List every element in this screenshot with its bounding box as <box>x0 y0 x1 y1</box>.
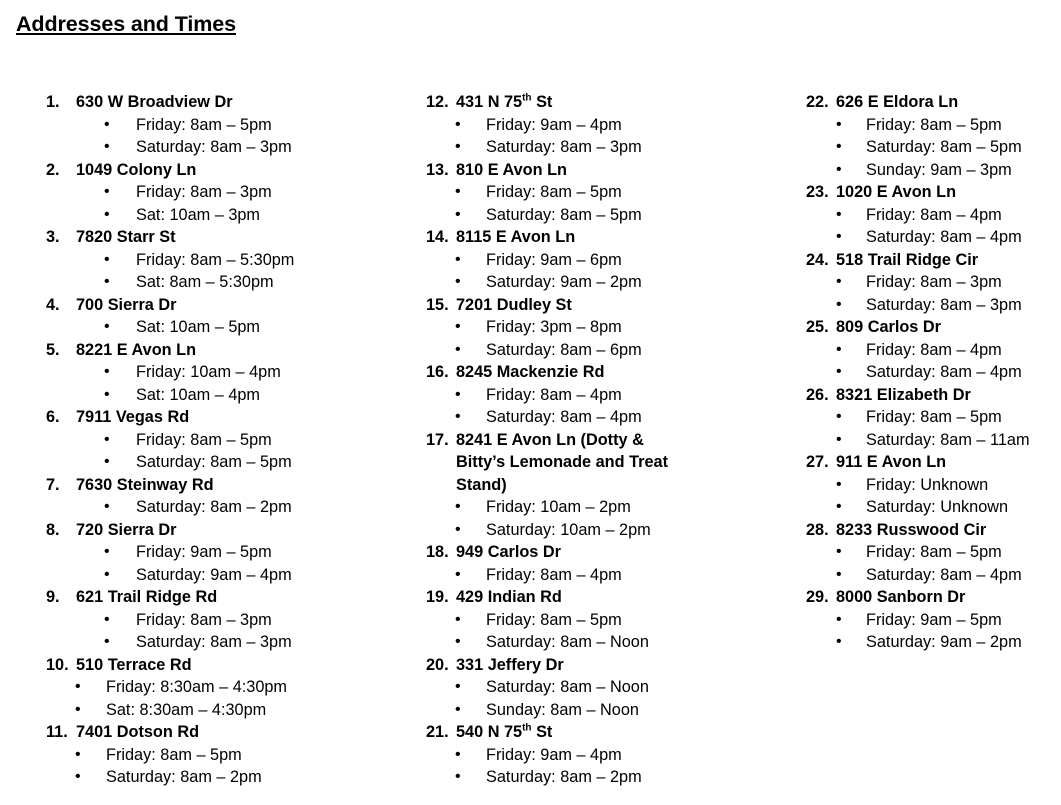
address-heading <box>46 226 406 249</box>
address-entry <box>806 91 1061 181</box>
address-entry <box>46 226 406 294</box>
address-entry <box>426 586 786 654</box>
address-entry <box>46 519 406 587</box>
hours-item: • Saturday: 8am – 4pm <box>426 406 786 429</box>
hours-list <box>426 676 786 721</box>
address-entry <box>46 474 406 519</box>
entry-number: 14. <box>426 228 449 246</box>
address-heading <box>46 339 406 362</box>
hours-item: • Sat: 8am – 5:30pm <box>46 271 406 294</box>
entry-number: 6. <box>46 408 60 426</box>
entry-number: 29. <box>806 588 829 606</box>
address-heading <box>46 519 406 542</box>
address-entry <box>806 451 1061 519</box>
address-entry <box>426 159 786 227</box>
entry-number: 12. <box>426 93 449 111</box>
hours-item: • Friday: 9am – 4pm <box>426 744 786 767</box>
hours-item: • Sat: 10am – 4pm <box>46 384 406 407</box>
hours-item: • Friday: 8am – 5pm <box>46 744 406 767</box>
address-entry <box>806 384 1061 452</box>
hours-list <box>806 114 1061 182</box>
hours-list <box>806 541 1061 586</box>
hours-item: • Saturday: 8am – Noon <box>426 676 786 699</box>
hours-list <box>46 114 406 159</box>
hours-list <box>426 496 786 541</box>
entry-number: 7. <box>46 475 60 494</box>
hours-item: • Saturday: 8am – 4pm <box>806 226 1061 249</box>
hours-item: • Sunday: 8am – Noon <box>426 699 786 722</box>
street-address: 949 Carlos Dr <box>456 543 561 561</box>
hours-item: • Sunday: 9am – 3pm <box>806 159 1061 182</box>
hours-item: • Friday: 8am – 5pm <box>426 181 786 204</box>
hours-item: • Saturday: 8am – 4pm <box>806 361 1061 384</box>
column-2 <box>426 91 786 789</box>
hours-item: • Friday: 9am – 5pm <box>46 541 406 564</box>
hours-list <box>426 114 786 159</box>
hours-item: • Saturday: 8am – 2pm <box>46 766 406 789</box>
document-title: Addresses and Times <box>16 12 236 36</box>
address-entry <box>46 339 406 407</box>
street-address: 8233 Russwood Cir <box>836 520 987 539</box>
street-address: 8221 E Avon Ln <box>76 340 197 359</box>
street-address: 429 Indian Rd <box>456 588 562 606</box>
entry-number: 27. <box>806 453 829 471</box>
address-continuation: Bitty’s Lemonade and Treat <box>456 453 669 471</box>
street-address: 431 N 75 <box>456 93 523 111</box>
hours-item: • Saturday: 8am – 6pm <box>426 339 786 362</box>
street-address: 7630 Steinway Rd <box>76 475 214 494</box>
hours-item: • Saturday: Unknown <box>806 496 1061 519</box>
address-entry <box>426 294 786 362</box>
address-entry <box>426 541 786 586</box>
entry-number: 13. <box>426 160 449 179</box>
hours-list <box>806 474 1061 519</box>
hours-item: • Friday: 8am – 3pm <box>46 181 406 204</box>
hours-item: • Sat: 10am – 3pm <box>46 204 406 227</box>
address-heading <box>46 474 406 497</box>
address-heading <box>806 181 1061 204</box>
hours-list <box>46 676 406 721</box>
street-address: 621 Trail Ridge Rd <box>76 588 218 606</box>
hours-item: • Friday: 8am – 5pm <box>426 609 786 632</box>
entry-number: 10. <box>46 655 69 674</box>
street-address: 7911 Vegas Rd <box>76 408 190 426</box>
hours-item: • Friday: 8am – 5pm <box>806 114 1061 137</box>
hours-list <box>806 609 1061 654</box>
street-address: 810 E Avon Ln <box>456 160 567 179</box>
street-address: 1020 E Avon Ln <box>836 183 957 201</box>
address-entry <box>426 721 786 789</box>
address-heading <box>46 654 406 677</box>
hours-item: • Friday: 8am – 5pm <box>46 114 406 137</box>
entry-number: 25. <box>806 318 829 336</box>
address-entry <box>46 294 406 339</box>
entry-number: 19. <box>426 588 449 606</box>
street-address: 7401 Dotson Rd <box>76 723 200 741</box>
hours-list <box>806 204 1061 249</box>
street-address: 8321 Elizabeth Dr <box>836 385 971 404</box>
address-heading <box>426 91 786 114</box>
entry-number: 28. <box>806 520 829 539</box>
address-heading <box>426 294 786 317</box>
hours-item: • Friday: 8am – 4pm <box>426 384 786 407</box>
street-suffix: St <box>531 723 553 741</box>
ordinal-suffix: th <box>522 722 532 734</box>
street-address: 540 N 75 <box>456 723 523 741</box>
street-address: 7201 Dudley St <box>456 295 572 314</box>
address-heading <box>806 91 1061 114</box>
address-entry <box>46 91 406 159</box>
hours-item: • Friday: 8am – 3pm <box>806 271 1061 294</box>
hours-item: • Saturday: 8am – 11am <box>806 429 1061 452</box>
entry-number: 18. <box>426 543 449 561</box>
entry-number: 1. <box>46 93 60 111</box>
address-heading <box>806 519 1061 542</box>
hours-item: • Friday: 8am – 5pm <box>806 406 1061 429</box>
hours-item: • Saturday: 8am – 4pm <box>806 564 1061 587</box>
entry-number: 24. <box>806 250 829 269</box>
hours-list <box>426 609 786 654</box>
entry-number: 20. <box>426 655 449 674</box>
hours-item: • Saturday: 9am – 4pm <box>46 564 406 587</box>
hours-item: • Saturday: 8am – 3pm <box>46 631 406 654</box>
hours-list <box>426 744 786 789</box>
hours-item: • Friday: 10am – 2pm <box>426 496 786 519</box>
hours-list <box>806 406 1061 451</box>
entry-number: 3. <box>46 228 60 246</box>
hours-item: • Friday: 10am – 4pm <box>46 361 406 384</box>
street-address: 809 Carlos Dr <box>836 318 941 336</box>
address-entry <box>426 91 786 159</box>
address-entry <box>806 316 1061 384</box>
street-address: 700 Sierra Dr <box>76 295 177 314</box>
column-1 <box>46 91 406 789</box>
hours-item: • Sat: 10am – 5pm <box>46 316 406 339</box>
address-entry <box>806 249 1061 317</box>
hours-list <box>46 429 406 474</box>
street-address: 518 Trail Ridge Cir <box>836 250 979 269</box>
entry-number: 8. <box>46 520 60 539</box>
address-heading <box>426 721 786 744</box>
hours-item: • Saturday: 8am – Noon <box>426 631 786 654</box>
hours-item: • Friday: 8am – 3pm <box>46 609 406 632</box>
address-continuation: Stand) <box>456 475 507 494</box>
address-heading <box>426 429 786 452</box>
street-address: 630 W Broadview Dr <box>76 93 233 111</box>
hours-item: • Saturday: 8am – 5pm <box>806 136 1061 159</box>
hours-list <box>46 361 406 406</box>
street-address: 1049 Colony Ln <box>76 160 197 179</box>
address-heading <box>426 226 786 249</box>
hours-item: • Friday: 8am – 4pm <box>426 564 786 587</box>
street-address: 911 E Avon Ln <box>836 453 947 471</box>
hours-list <box>46 541 406 586</box>
hours-list <box>46 744 406 789</box>
address-heading <box>46 586 406 609</box>
hours-item: • Friday: 8am – 5pm <box>46 429 406 452</box>
hours-item: • Friday: 8am – 5:30pm <box>46 249 406 272</box>
address-entry <box>806 586 1061 654</box>
address-heading <box>46 91 406 114</box>
hours-list <box>426 384 786 429</box>
hours-item: • Sat: 8:30am – 4:30pm <box>46 699 406 722</box>
entry-number: 22. <box>806 93 829 111</box>
street-address: 331 Jeffery Dr <box>456 655 564 674</box>
address-entry <box>46 721 406 789</box>
street-address: 626 E Eldora Ln <box>836 93 959 111</box>
entry-number: 17. <box>426 430 449 449</box>
address-heading <box>426 361 786 384</box>
hours-item: • Saturday: 8am – 2pm <box>46 496 406 519</box>
entry-number: 4. <box>46 295 60 314</box>
address-heading <box>46 721 406 744</box>
address-heading <box>426 586 786 609</box>
street-address: 510 Terrace Rd <box>76 655 192 674</box>
hours-item: • Friday: 3pm – 8pm <box>426 316 786 339</box>
hours-list <box>46 249 406 294</box>
hours-item: • Saturday: 8am – 5pm <box>426 204 786 227</box>
entry-number: 21. <box>426 723 449 741</box>
street-address: 8241 E Avon Ln (Dotty & <box>456 430 644 449</box>
street-address: 8245 Mackenzie Rd <box>456 363 605 381</box>
address-entry <box>426 226 786 294</box>
hours-item: • Saturday: 8am – 3pm <box>426 136 786 159</box>
hours-list <box>426 564 786 587</box>
hours-item: • Saturday: 8am – 3pm <box>806 294 1061 317</box>
hours-list <box>806 339 1061 384</box>
street-suffix: St <box>531 93 553 111</box>
address-entry <box>46 159 406 227</box>
hours-list <box>806 271 1061 316</box>
address-heading <box>426 159 786 182</box>
hours-item: • Friday: 8am – 4pm <box>806 204 1061 227</box>
hours-item: • Saturday: 8am – 3pm <box>46 136 406 159</box>
column-3 <box>806 91 1061 654</box>
street-address: 8000 Sanborn Dr <box>836 588 966 606</box>
entry-number: 23. <box>806 183 829 201</box>
hours-list <box>426 316 786 361</box>
hours-item: • Friday: Unknown <box>806 474 1061 497</box>
address-heading <box>426 541 786 564</box>
ordinal-suffix: th <box>522 92 532 104</box>
hours-item: • Friday: 8am – 4pm <box>806 339 1061 362</box>
entry-number: 26. <box>806 385 829 404</box>
address-heading <box>806 249 1061 272</box>
street-address: 7820 Starr St <box>76 228 176 246</box>
address-entry <box>46 586 406 654</box>
entry-number: 15. <box>426 295 449 314</box>
street-address: 8115 E Avon Ln <box>456 228 576 246</box>
hours-list <box>46 496 406 519</box>
address-heading <box>46 159 406 182</box>
hours-list <box>426 181 786 226</box>
address-entry <box>426 361 786 429</box>
address-entry <box>806 519 1061 587</box>
street-address: 720 Sierra Dr <box>76 520 177 539</box>
hours-item: • Friday: 9am – 5pm <box>806 609 1061 632</box>
address-heading <box>806 451 1061 474</box>
hours-item: • Saturday: 9am – 2pm <box>426 271 786 294</box>
hours-list <box>46 316 406 339</box>
hours-item: • Saturday: 8am – 5pm <box>46 451 406 474</box>
address-entry <box>46 654 406 722</box>
entry-number: 16. <box>426 363 449 381</box>
address-heading <box>806 316 1061 339</box>
hours-list <box>46 609 406 654</box>
address-entry <box>46 406 406 474</box>
address-entry <box>806 181 1061 249</box>
address-entry <box>426 654 786 722</box>
hours-item: • Friday: 8am – 5pm <box>806 541 1061 564</box>
entry-number: 9. <box>46 588 60 606</box>
hours-item: • Friday: 8:30am – 4:30pm <box>46 676 406 699</box>
address-heading <box>46 294 406 317</box>
hours-list <box>46 181 406 226</box>
hours-item: • Saturday: 8am – 2pm <box>426 766 786 789</box>
hours-list <box>426 249 786 294</box>
hours-item: • Friday: 9am – 6pm <box>426 249 786 272</box>
address-heading <box>806 384 1061 407</box>
entry-number: 2. <box>46 160 60 179</box>
hours-item: • Saturday: 9am – 2pm <box>806 631 1061 654</box>
address-entry <box>426 429 786 542</box>
address-heading <box>46 406 406 429</box>
entry-number: 5. <box>46 340 60 359</box>
address-heading <box>806 586 1061 609</box>
address-heading <box>426 654 786 677</box>
entry-number: 11. <box>46 723 68 741</box>
hours-item: • Friday: 9am – 4pm <box>426 114 786 137</box>
hours-item: • Saturday: 10am – 2pm <box>426 519 786 542</box>
